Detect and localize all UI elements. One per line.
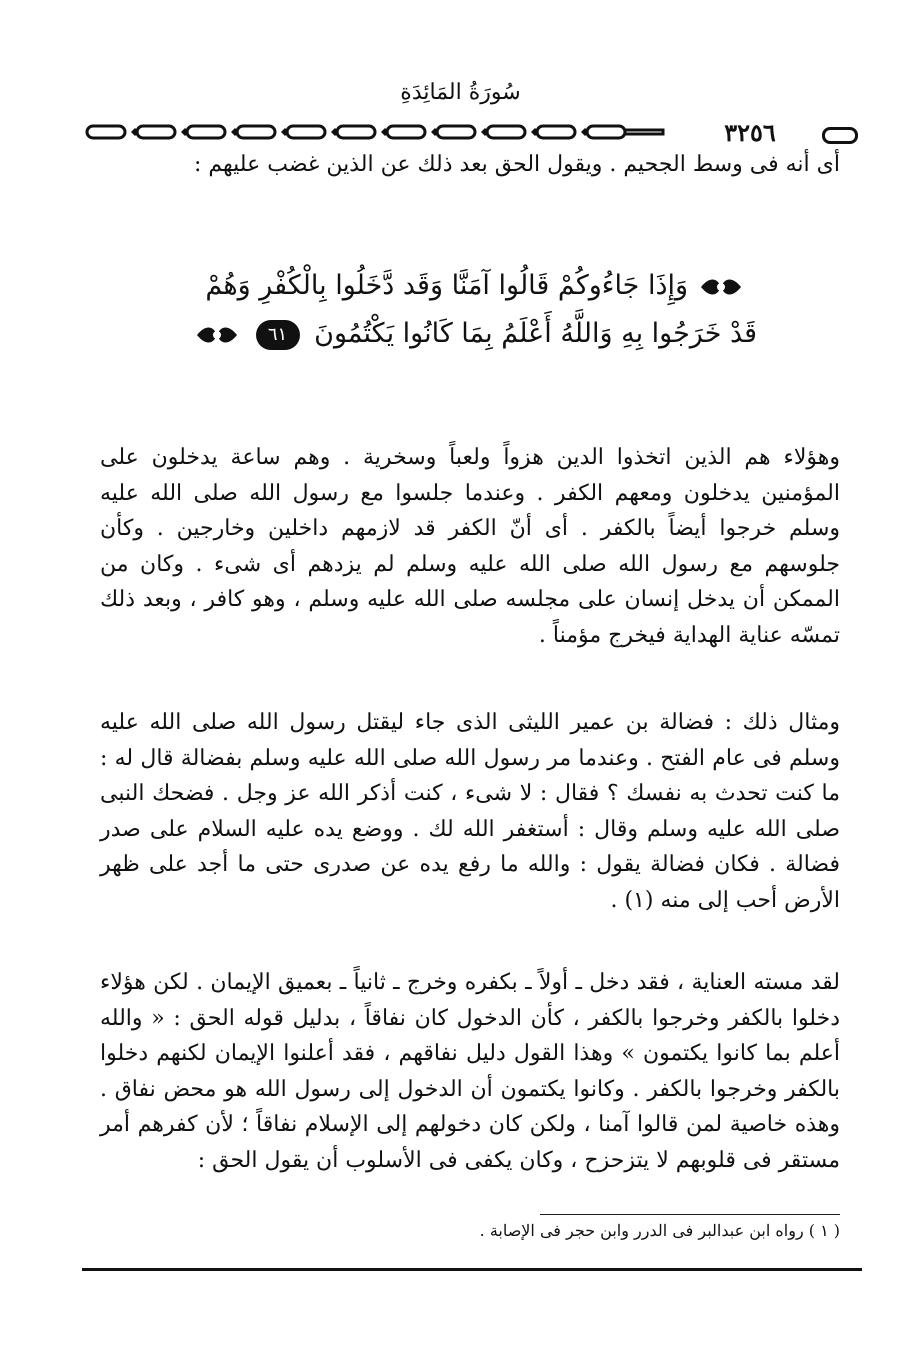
verse-text-line-2: قَدْ خَرَجُوا بِهِ وَاللَّهُ أَعْلَمُ بِمَا كَانُوا يَكْتُمُونَ (314, 318, 758, 349)
footnote: ( ١ ) رواه ابن عبدالبر فى الدرر وابن حجر فى الإصابة . (479, 1221, 840, 1240)
verse-line-2 (90, 310, 860, 358)
ayah-number-badge: ٦١ (256, 320, 300, 350)
page-number-ornament (822, 127, 858, 144)
paragraph-1: وهؤلاء هم الذين اتخذوا الدين هزواً ولعباً وسخرية . وهم ساعة يدخلون على المؤمنين يدخلون ومعهم الكفر . وعندما جلسوا مع رسول الله صلى الله عليه وسلم خرجوا أيضاً بالكفر . أى أنّ الكفر قد لازمهم داخلين وخارجين . وكأن جلوسهم مع رسول الله صلى الله عليه وسلم لم يزدهم أى شىء . وكان من الممكن أن يدخل إنسان على مجلسه صلى الله عليه وسلم ، وهو كافر ، وبعد ذلك تمسّه عناية الهداية فيخرج مؤمناً . (100, 445, 840, 648)
verse-end-ornament-icon (193, 323, 241, 347)
page-number: ٣٢٥٦ (724, 118, 776, 147)
paragraph-2: ومثال ذلك : فضالة بن عمير الليثى الذى جاء ليقتل رسول الله صلى الله عليه وسلم فى عام الفتح . وعندما مر رسول الله صلى الله عليه وسلم بفضالة قال له : ما كنت تحدث به نفسك ؟ فقال : لا شىء ، كنت أذكر الله عز وجل . فضحك النبى صلى الله عليه وسلم وقال : أستغفر الله لك . ووضع يده عليه السلام على صدر فضالة . فكان فضالة يقول : والله ما رفع يده عن صدرى حتى ما أجد على ظهر الأرض أحب إلى منه (١) . (100, 710, 840, 913)
page-bottom-rule (82, 1268, 862, 1271)
surah-title: سُورَةُ المَائِدَةِ (400, 80, 521, 105)
verse-text-line-1: وَإِذَا جَاءُوكُمْ قَالُوا آمَنَّا وَقَد دَّخَلُوا بِالْكُفْرِ وَهُمْ (205, 270, 689, 301)
paragraph-3: لقد مسته العناية ، فقد دخل ـ أولاً ـ بكفره وخرج ـ ثانياً ـ بعميق الإيمان . لكن هؤلاء دخلوا بالكفر وخرجوا بالكفر ، كأن الدخول كان نفاقاً ، بدليل قوله الحق : « والله أعلم بما كانوا يكتمون » وهذا القول دليل نفاقهم ، فقد أعلنوا الإيمان لكنهم دخلوا بالكفر وخرجوا بالكفر . وكانوا يكتمون أن الدخول إلى رسول الله هو محض نفاق . وهذه خاصية لمن قالوا آمنا ، ولكن كان دخولهم إلى الإسلام نفاقاً ؛ لأن كفرهم أمر مستقر فى قلوبهم لا يتزحزح ، وكان يكفى فى الأسلوب أن يقول الحق : (100, 970, 840, 1173)
verse-line-1 (90, 262, 860, 310)
verse-start-ornament-icon (697, 275, 745, 299)
footnote-divider (540, 1214, 840, 1215)
intro-line: أى أنه فى وسط الجحيم . ويقول الحق بعد ذلك عن الذين غضب عليهم : (193, 152, 840, 177)
decorative-chain-border (85, 122, 665, 142)
quran-verse (90, 262, 860, 358)
